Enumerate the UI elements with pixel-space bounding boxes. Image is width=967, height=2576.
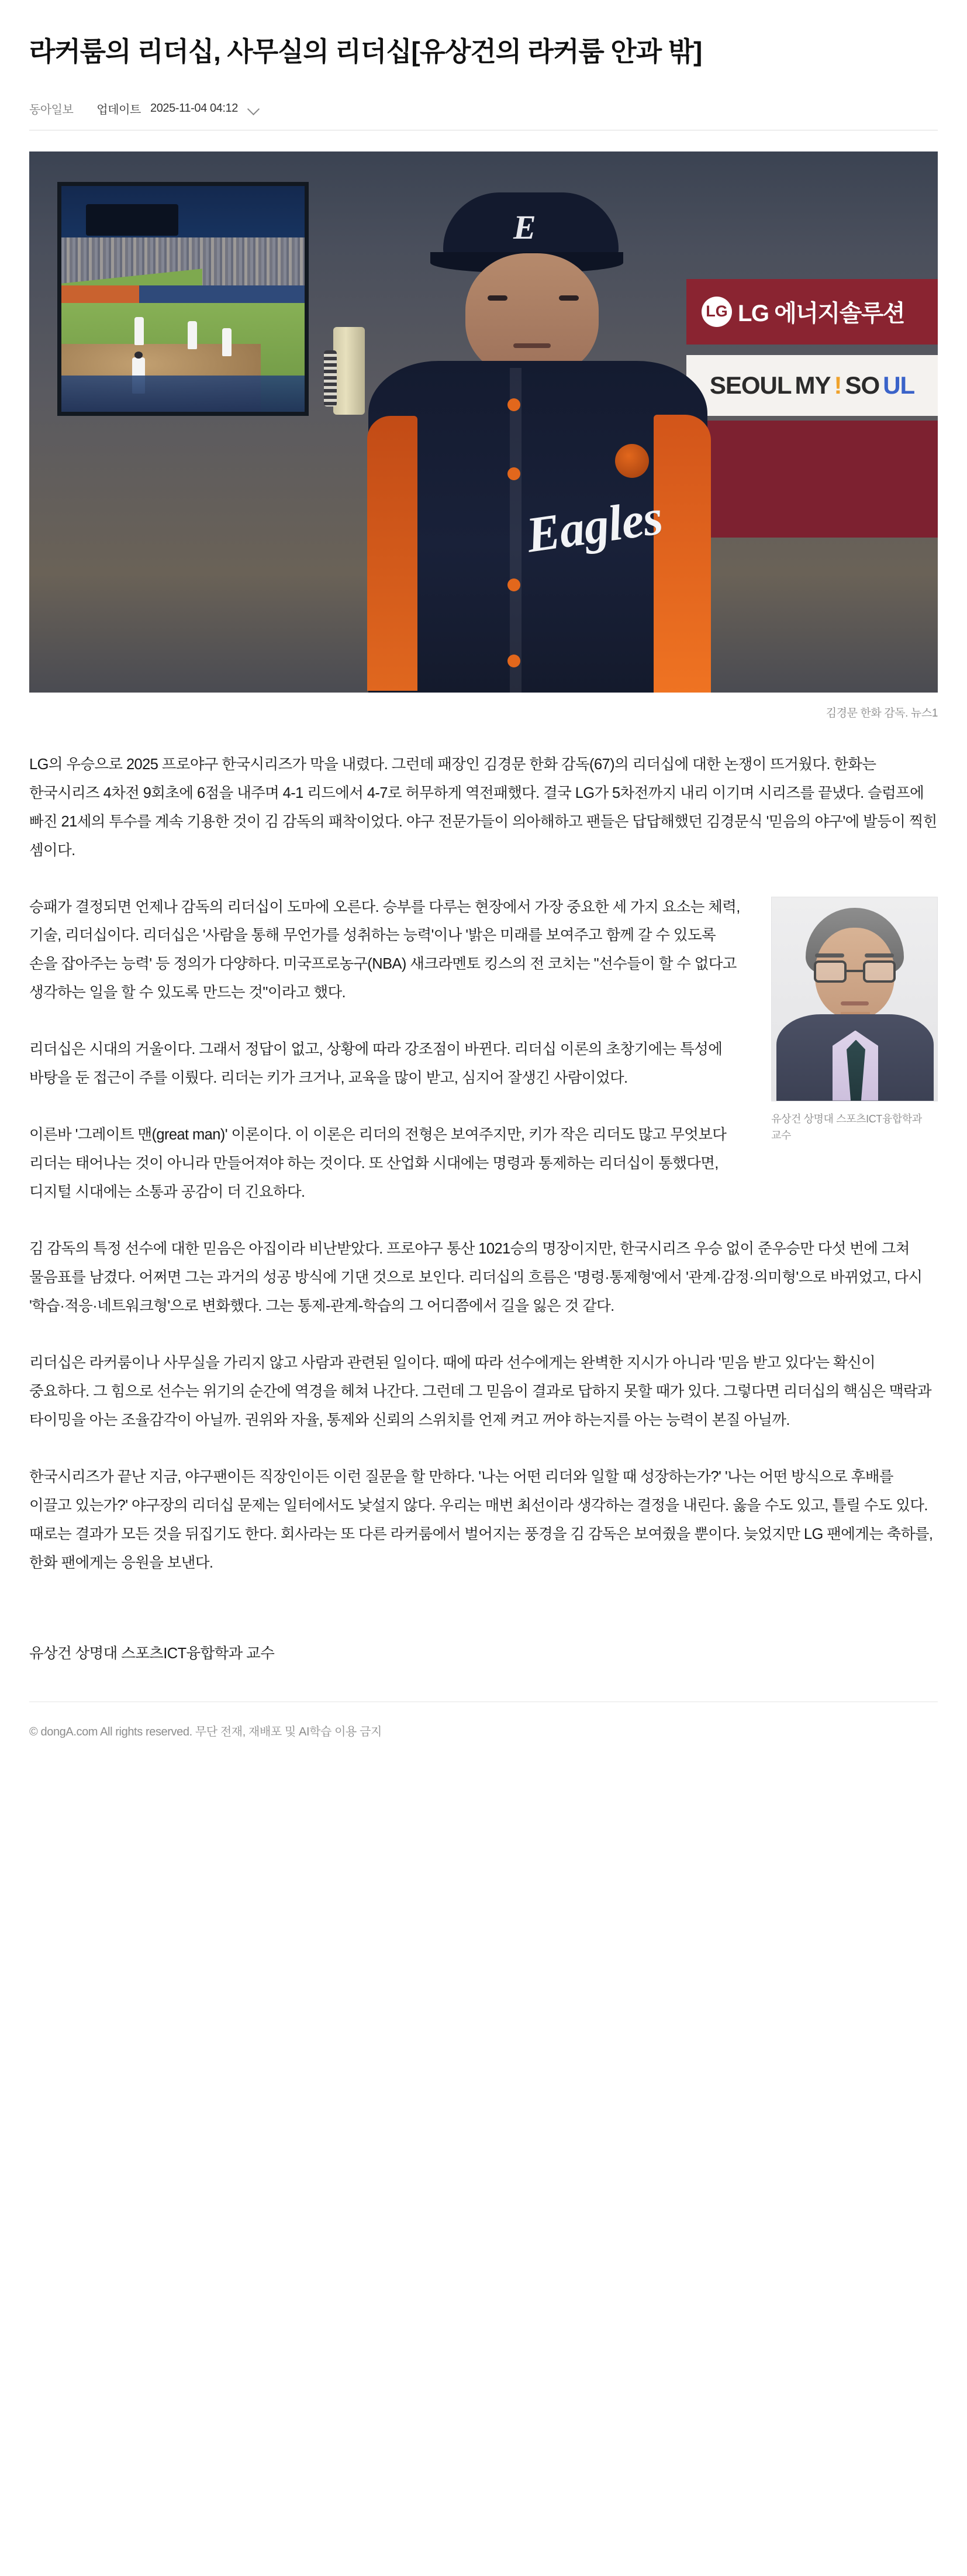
jacket-button — [507, 467, 520, 480]
paragraph: 승패가 결정되면 언제나 감독의 리더십이 도마에 오른다. 승부를 다루는 현장에서 가장 중요한 세 가지 요소는 체력, 기술, 리더십이다. 리더십은 '사람을 통해 무언가를 성취하는 능력'이나 '밝은 미래를 보여주고 함께 갈 수 있도록 손을 잡아주는 능력' 등 정의가 다양하다. 미국프로농구(NBA) 새크라멘토 킹스의 전 코치는 "선수들이 할 수 없다고 생각하는 일을 할 수 있도록 만드는 것"이라고 했다. — [29, 898, 740, 1001]
signage-my: MY — [795, 371, 831, 399]
jacket-button — [507, 578, 520, 591]
author-portrait-figure — [771, 897, 938, 1145]
cap-logo-icon: E — [513, 208, 536, 246]
coach-face — [465, 253, 599, 377]
jacket-button — [507, 655, 520, 667]
monitor-player — [188, 321, 197, 349]
portrait-brow — [865, 953, 894, 958]
paragraph: 이른바 '그레이트 맨(great man)' 이론이다. 이 이론은 리더의 전형은 보여주지만, 키가 작은 리더도 많고 무엇보다 리더는 태어나는 것이 아니라 만들어져야 하는 것이다. 또 산업화 시대에는 명령과 통제하는 리더십이 통했다면, 디지털 시대에는 소통과 공감이 더 긴요하다. — [29, 1127, 727, 1201]
jacket-orange-panel-left — [367, 416, 417, 691]
main-photo-caption: 김경문 한화 감독. 뉴스1 — [826, 707, 938, 719]
article-header — [29, 0, 938, 130]
copyright-notice: © dongA.com All rights reserved. 무단 전재, 재배포 및 AI학습 이용 금지 — [29, 1725, 382, 1738]
glasses-icon — [814, 960, 896, 984]
sponsor-banner-text: LG 에너지솔루션 — [738, 301, 904, 327]
page-title: 라커룸의 리더십, 사무실의 리더십[유상건의 라커룸 안과 밖] — [29, 36, 702, 67]
jacket-orange-panel-right — [654, 415, 711, 693]
monitor-player — [222, 328, 232, 356]
main-photo-figure — [29, 151, 938, 720]
author-portrait — [771, 897, 938, 1101]
article-body — [29, 720, 938, 1669]
signage-exclaim-icon: ! — [834, 371, 842, 399]
author-portrait-caption: 유상건 상명대 스포츠ICT융합학과 교수 — [771, 1113, 922, 1142]
main-photo — [29, 151, 938, 693]
monitor-player — [134, 317, 144, 345]
dugout-monitor — [57, 182, 309, 416]
portrait-mouth — [841, 1001, 869, 1005]
sponsor-patch-icon — [615, 444, 649, 478]
portrait-brow — [815, 953, 844, 958]
paragraph: 리더십은 라커룸이나 사무실을 가리지 않고 사람과 관련된 일이다. 때에 따라 선수에게는 완벽한 지시가 아니라 '믿음 받고 있다'는 확신이 중요하다. 그 힘으로 선수는 위기의 순간에 역경을 헤쳐 나간다. 그런데 그 믿음이 결과로 답하지 못할 때가 있다. 그렇다면 리더십의 핵심은 맥락과 타이밍을 아는 조율감각이 아닐까. 권위와 자율, 통제와 신뢰의 스위치를 언제 켜고 꺼야 하는지를 아는 능력이 본질 아닐까. — [29, 1354, 932, 1428]
monitor-pressbox — [86, 204, 178, 236]
jacket-button — [507, 398, 520, 411]
article-meta — [29, 100, 938, 130]
chevron-down-icon[interactable] — [247, 102, 260, 115]
paragraph: 한국시리즈가 끝난 지금, 야구팬이든 직장인이든 이런 질문을 할 만하다. '나는 어떤 리더와 일할 때 성장하는가?' '나는 어떤 방식으로 후배를 이끌고 있는가?' 야구장의 리더십 문제는 일터에서도 낯설지 않다. 우리는 매번 최선이라 생각하는 결정을 내린다. 옳을 수도 있고, 틀릴 수도 있다. 때로는 결과가 모든 것을 뒤집기도 한다. 회사라는 또 다른 라커룸에서 벌어지는 풍경을 김 감독은 보여줬을 뿐이다. 늦었지만 LG 팬에게는 축하를, 한화 팬에게는 응원을 보낸다. — [29, 1468, 933, 1571]
paragraph: 김 감독의 특정 선수에 대한 믿음은 아집이라 비난받았다. 프로야구 통산 1021승의 명장이지만, 한국시리즈 우승 없이 준우승만 다섯 번에 그쳐 물음표를 남겼다. 어쩌면 그는 과거의 성공 방식에 기댄 것으로 보인다. 리더십의 흐름은 '명령·통제형'에서 '관계·감정·의미형'으로 바뀌었고, 다시 '학습·적응·네트워크형'으로 변화했다. 그는 통제-관계-학습의 그 어디쯤에서 길을 잃은 것 같다. — [29, 1241, 923, 1315]
monitor-wall — [61, 285, 305, 304]
paragraph: 리더십은 시대의 거울이다. 그래서 정답이 없고, 상황에 따라 강조점이 바뀐다. 리더십 이론의 초창기에는 특성에 바탕을 둔 접근이 주를 이뤘다. 리더는 키가 크거나, 교육을 많이 받고, 심지어 잘생긴 사람이었다. — [29, 1041, 723, 1087]
jacket-placket — [510, 368, 522, 693]
coach-mouth — [513, 343, 551, 348]
lg-logo-icon: LG — [702, 297, 732, 327]
banner-backdrop — [686, 421, 938, 538]
update-label: 업데이트 — [96, 103, 141, 116]
update-timestamp: 2025-11-04 04:12 — [150, 101, 238, 115]
signage-ul: UL — [883, 371, 915, 399]
paragraph: LG의 우승으로 2025 프로야구 한국시리즈가 막을 내렸다. 그런데 패장인 김경문 한화 감독(67)의 리더십에 대한 논쟁이 뜨거웠다. 한화는 한국시리즈 4차전 9회초에 6점을 내주며 4-1 리드에서 4-7로 허무하게 역전패했다. 결국 LG가 5차전까지 내리 이기며 시리즈를 끝냈다. 슬럼프에 빠진 21세의 투수를 계속 기용한 것이 김 감독의 패착이었다. 야구 전문가들이 의아해하고 팬들은 답답해했던 김경문식 '믿음의 야구'에 발등이 찍힌 셈이다. — [29, 756, 937, 859]
seoul-signage — [686, 355, 938, 416]
monitor-railing — [61, 376, 305, 412]
publisher-name: 동아일보 — [29, 103, 74, 116]
coach-eyes — [479, 295, 587, 301]
jacket-wordmark: Eagles — [523, 488, 666, 563]
author-signature: 유상건 상명대 스포츠ICT융합학과 교수 — [29, 1645, 275, 1662]
update-group[interactable] — [96, 100, 260, 117]
coach-figure — [357, 192, 719, 693]
signage-seoul: SEOUL — [709, 371, 792, 399]
signage-so: SO — [845, 371, 880, 399]
sponsor-banner — [686, 279, 938, 345]
